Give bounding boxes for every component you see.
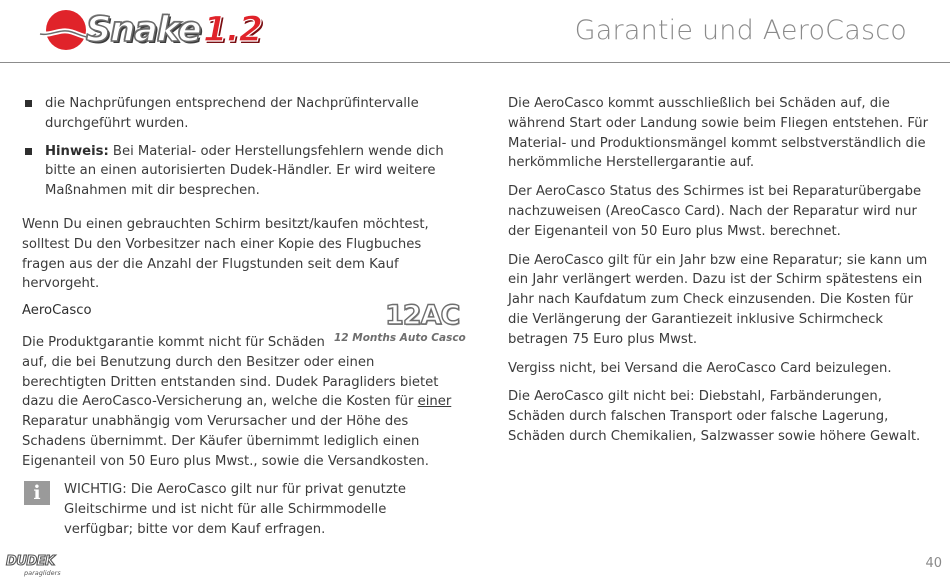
logo-version: 1.2 (203, 10, 263, 50)
aerocasco-text-part: auf, die bei Benutzung durch den Besitzer oder einen berechtigten Dritten entstanden sind. Dudek Paragliders bietet dazu die AeroCasco-Versicherung an, welche die Kosten für (22, 354, 439, 410)
bullet-lead: Hinweis: (45, 143, 109, 159)
page-number: 40 (925, 556, 942, 571)
info-icon: i (24, 481, 50, 505)
bullet-text: die Nachprüfungen entsprechend der Nachprüfintervalle durchgeführt wurden. (45, 96, 419, 131)
right-column (508, 94, 928, 456)
right-paragraph: Die AeroCasco kommt ausschließlich bei Schäden auf, die während Start oder Landung sowie beim Fliegen entstehen. Für Material- und Produktionsmängel kommt selbstverständlich die herkömmliche Herstellergarantie auf. (508, 96, 928, 171)
aerocasco-text-part: Reparatur unabhängig vom Verursacher und der Höhe des Schadens übernimmt. Der Käufer übernimmt lediglich einen Eigenanteil von 50 Euro plus Mwst., sowie die Versandkosten. (22, 414, 429, 469)
bullet-text: Bei Material- oder Herstellungsfehlern wende dich bitte an einen autorisierten Dudek-Händler. Er wird weitere Maßnahmen mit dir besprechen. (45, 143, 444, 199)
snake-logo (38, 6, 263, 56)
page-title: Garantie und AeroCasco (574, 15, 907, 46)
right-paragraph: Der AeroCasco Status des Schirmes ist bei Reparaturübergabe nachzuweisen (AreoCasco Card). Nach der Reparatur wird nur der Eigenanteil von 50 Euro plus Mwst. berechnet. (508, 184, 922, 239)
right-paragraph: Die AeroCasco gilt nicht bei: Diebstahl, Farbänderungen, Schäden durch falschen Transport oder falsche Lagerung, Schäden durch Chemikalien, Salzwasser sowie höhere Gewalt. (508, 389, 921, 444)
badge-number: 12AC (385, 300, 460, 331)
aerocasco-first-line: Die Produktgarantie kommt nicht für Schäden (22, 335, 325, 350)
left-column (22, 94, 452, 303)
list-item (22, 142, 452, 201)
section-title-aerocasco: AeroCasco (22, 303, 92, 318)
underlined-word: einer (417, 394, 452, 410)
footer-logo-sub: paragliders (24, 569, 61, 577)
bullet-square-icon (25, 148, 32, 155)
aerocasco-paragraph (22, 333, 452, 472)
list-item (22, 94, 452, 134)
warning-note: WICHTIG: Die AeroCasco gilt nur für privat genutzte Gleitschirme und ist nicht für alle Schirmmodelle verfügbar; bitte vor dem Kauf erfragen. (64, 482, 407, 537)
dudek-logo (4, 555, 74, 577)
aerocasco-rest (22, 353, 452, 472)
footer-logo-word: DUDEK (6, 554, 55, 569)
bullet-square-icon (25, 100, 32, 107)
header-divider (0, 62, 950, 63)
badge-subtitle: 12 Months Auto Casco (334, 332, 466, 344)
right-paragraph: Vergiss nicht, bei Versand die AeroCasco Card beizulegen. (508, 360, 892, 376)
right-paragraph: Die AeroCasco gilt für ein Jahr bzw eine Reparatur; sie kann um ein Jahr verlängert werden. Dazu ist der Schirm spätestens ein Jahr nach Kaufdatum zum Check einzusenden. Die Kosten für die Verlängerung der Garantiezeit inklusive Schirmcheck betragen 75 Euro plus Mwst. (508, 252, 928, 347)
used-glider-paragraph: Wenn Du einen gebrauchten Schirm besitzt/kaufen möchtest, solltest Du den Vorbesitzer nach einer Kopie des Flugbuches fragen aus der die Anzahl der Flugstunden seit dem Kauf hervorgeht. (22, 216, 429, 292)
logo-word: Snake (86, 10, 201, 50)
